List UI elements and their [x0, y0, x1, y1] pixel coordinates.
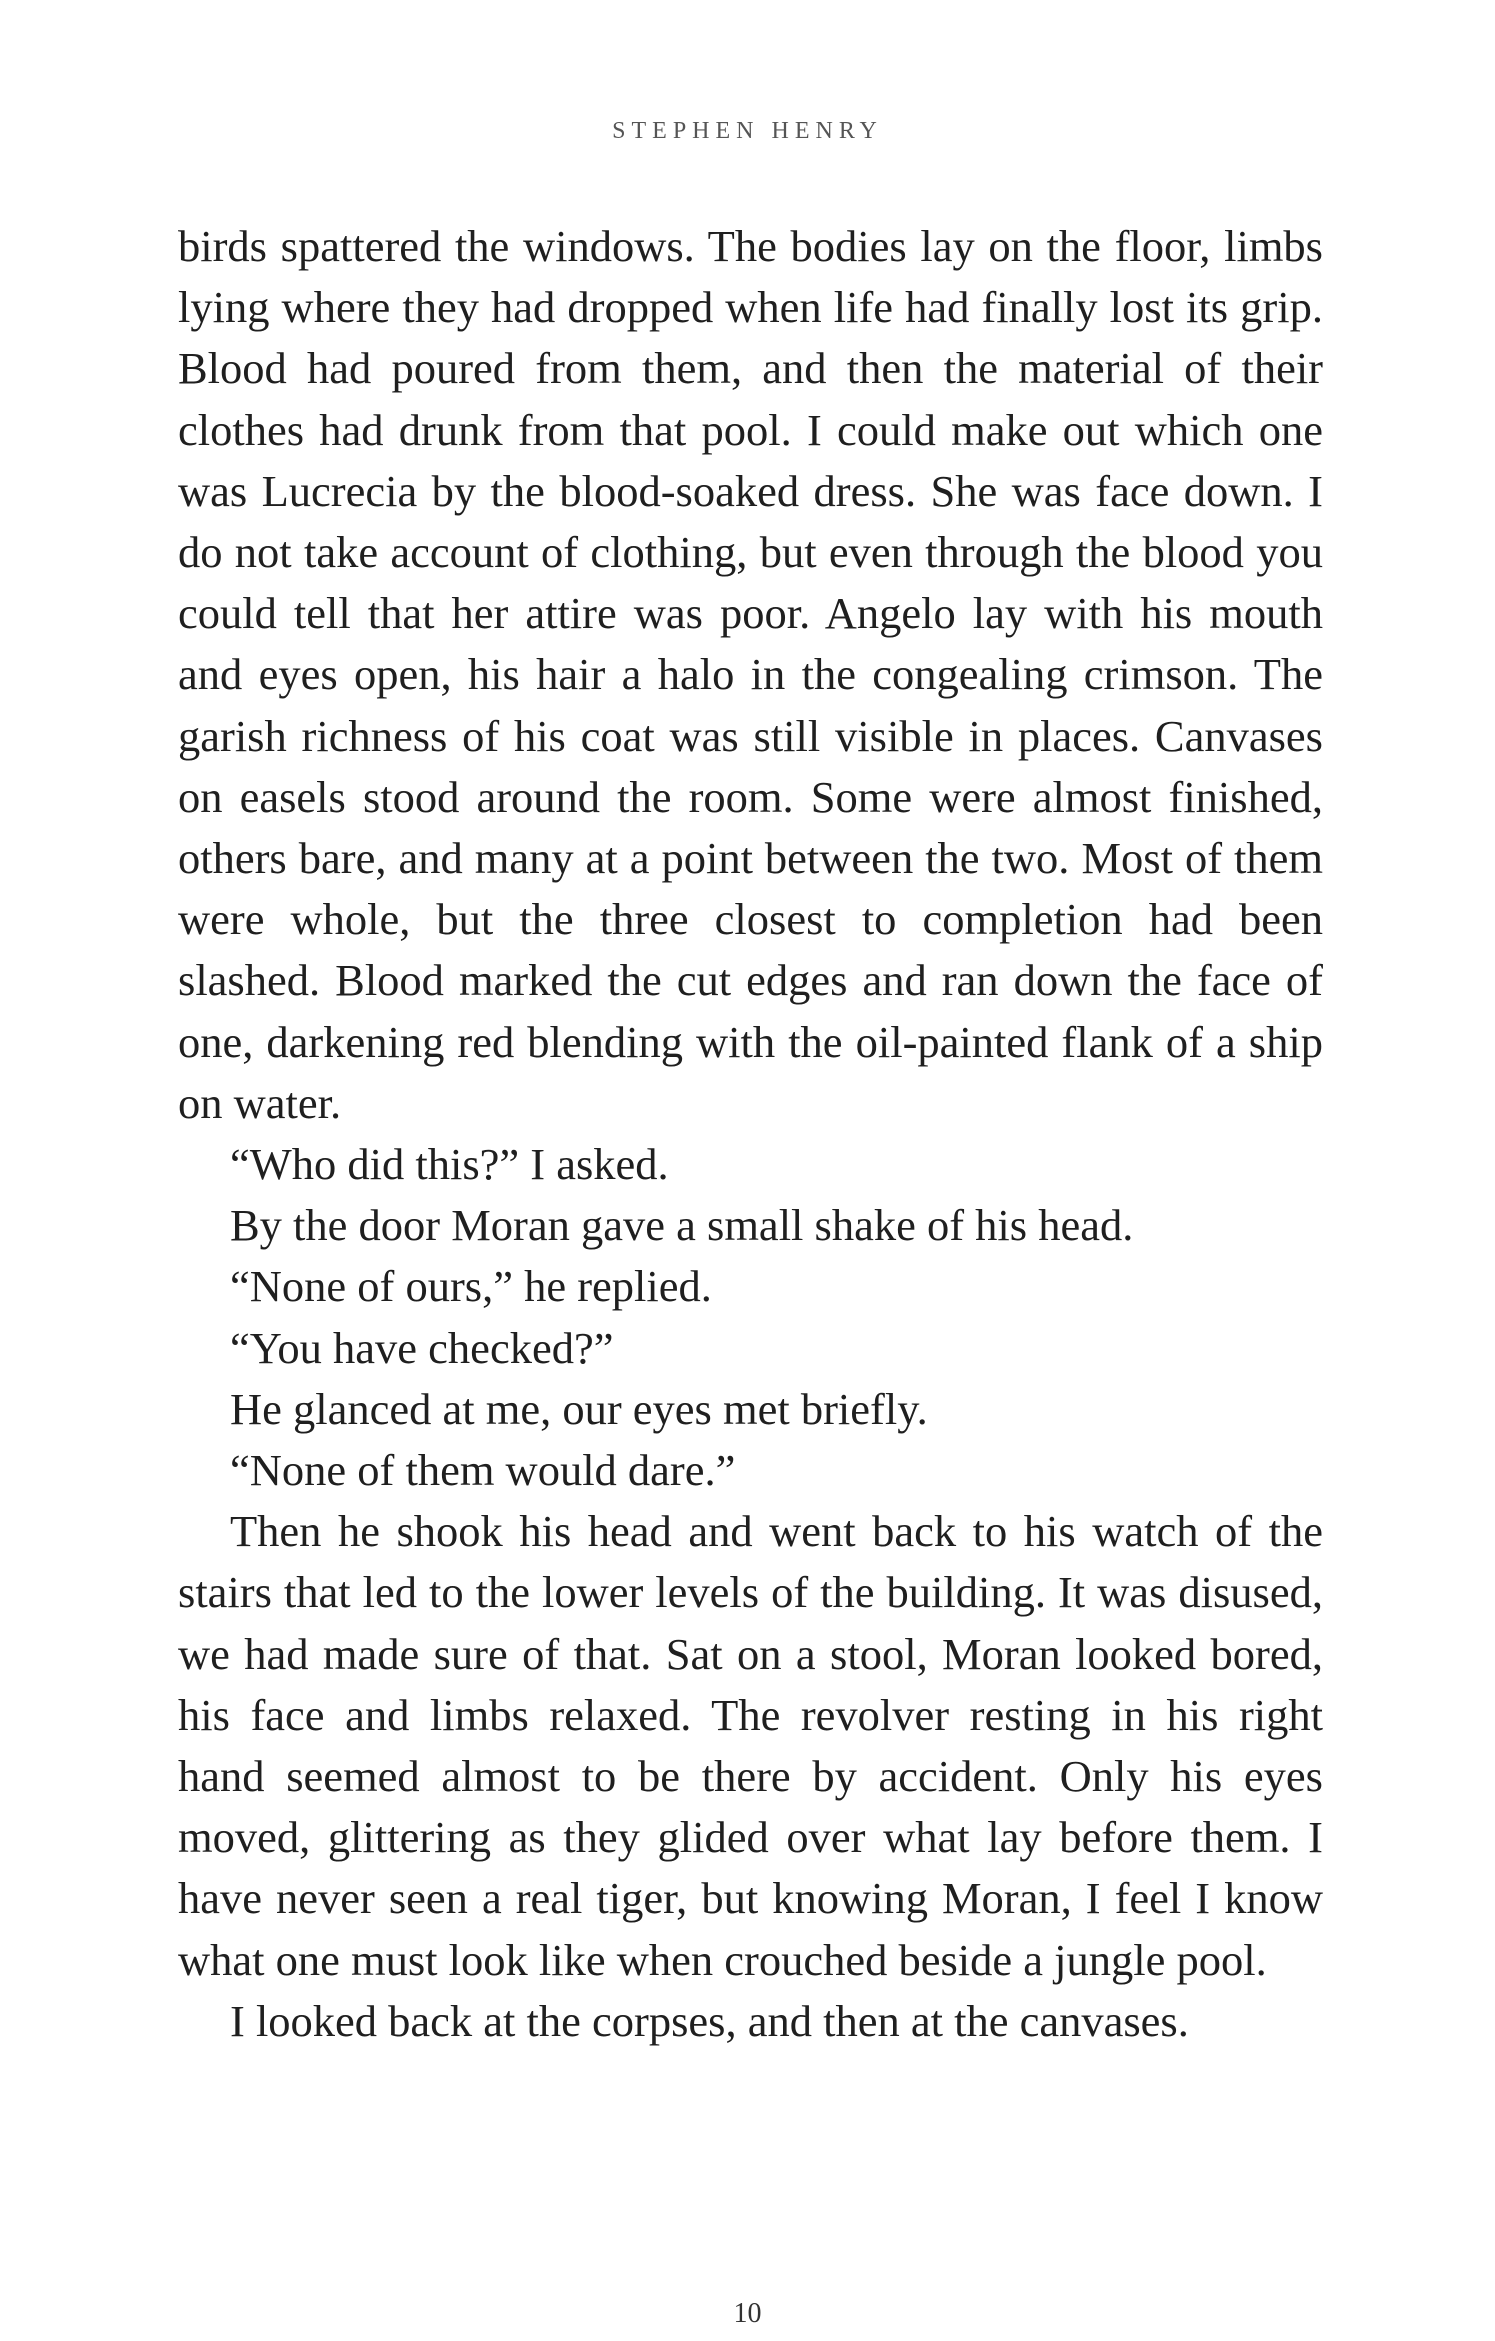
running-head: STEPHEN HENRY — [612, 118, 883, 144]
body-text — [178, 216, 1323, 2052]
paragraph: “You have checked?” — [230, 1322, 614, 1373]
paragraph: He glanced at me, our eyes met briefly. — [230, 1383, 928, 1434]
paragraph: birds spattered the windows. The bodies lay on the floor, limbs lying where they had dropped when life had finally lost its grip. Blood had poured from them, and then the material of their clothes had drunk from that pool. I could make out which one was Lucrecia by the blood-soaked dress. She was face down. I do not take account of clothing, but even through the blood you could tell that her attire was poor. Angelo lay with his mouth and eyes open, his hair a halo in the congealing crimson. The garish richness of his coat was still visible in places. Canvases on easels stood around the room. Some were almost finished, others bare, and many at a point between the two. Most of them were whole, but the three closest to completion had been slashed. Blood marked the cut edges and ran down the face of one, darkening red blending with the oil-painted flank of a ship on water. — [178, 221, 1323, 1128]
paragraph: By the door Moran gave a small shake of his head. — [230, 1200, 1134, 1251]
paragraph: “None of ours,” he replied. — [230, 1261, 712, 1312]
page-number: 10 — [733, 2298, 762, 2329]
paragraph: “Who did this?” I asked. — [230, 1139, 669, 1190]
paragraph: Then he shook his head and went back to his watch of the stairs that led to the lower levels of the building. It was disused, we had made sure of that. Sat on a stool, Moran looked bored, his face and limbs relaxed. The revolver resting in his right hand seemed almost to be there by accident. Only his eyes moved, glittering as they glided over what lay before them. I have never seen a real tiger, but knowing Moran, I feel I know what one must look like when crouched beside a jungle pool. — [178, 1506, 1323, 1985]
paragraph: I looked back at the corpses, and then at the canvases. — [230, 1995, 1189, 2046]
paragraph: “None of them would dare.” — [230, 1445, 736, 1496]
